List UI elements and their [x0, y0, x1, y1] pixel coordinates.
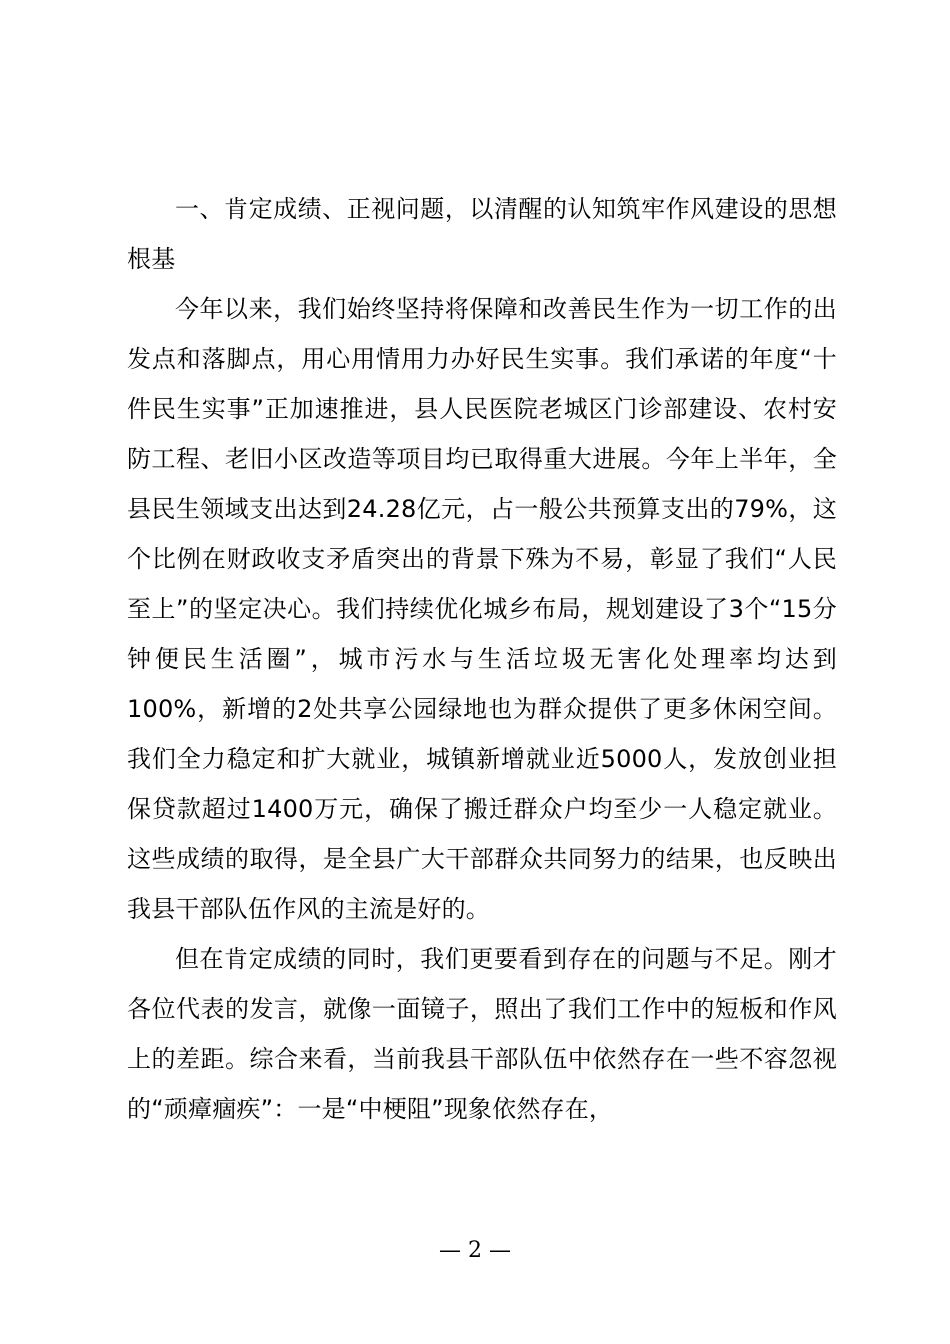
page-number: — 2 —: [439, 1238, 511, 1263]
document-body: [127, 184, 837, 1134]
paragraph-problems: 但在肯定成绩的同时，我们更要看到存在的问题与不足。刚才各位代表的发言，就像一面镜子，照出了我们工作中的短板和作风上的差距。综合来看，当前我县干部队伍中依然存在一些不容忽视的“顽瘴痼疾”：一是“中梗阻”现象依然存在，: [127, 945, 837, 1123]
paragraph-achievements: 今年以来，我们始终坚持将保障和改善民生作为一切工作的出发点和落脚点，用心用情用力办好民生实事。我们承诺的年度“十件民生实事”正加速推进，县人民医院老城区门诊部建设、农村安防工程、老旧小区改造等项目均已取得重大进展。今年上半年，全县民生领域支出达到24.28亿元，占一般公共预算支出的79%，这个比例在财政收支矛盾突出的背景下殊为不易，彰显了我们“人民至上”的坚定决心。我们持续优化城乡布局，规划建设了3个“15分钟便民生活圈”，城市污水与生活垃圾无害化处理率均达到100%，新增的2处共享公园绿地也为群众提供了更多休闲空间。我们全力稳定和扩大就业，城镇新增就业近5000人，发放创业担保贷款超过1400万元，确保了搬迁群众户均至少一人稳定就业。这些成绩的取得，是全县广大干部群众共同努力的结果，也反映出我县干部队伍作风的主流是好的。: [127, 295, 837, 923]
section-heading: 一、肯定成绩、正视问题，以清醒的认知筑牢作风建设的思想根基: [127, 195, 837, 273]
